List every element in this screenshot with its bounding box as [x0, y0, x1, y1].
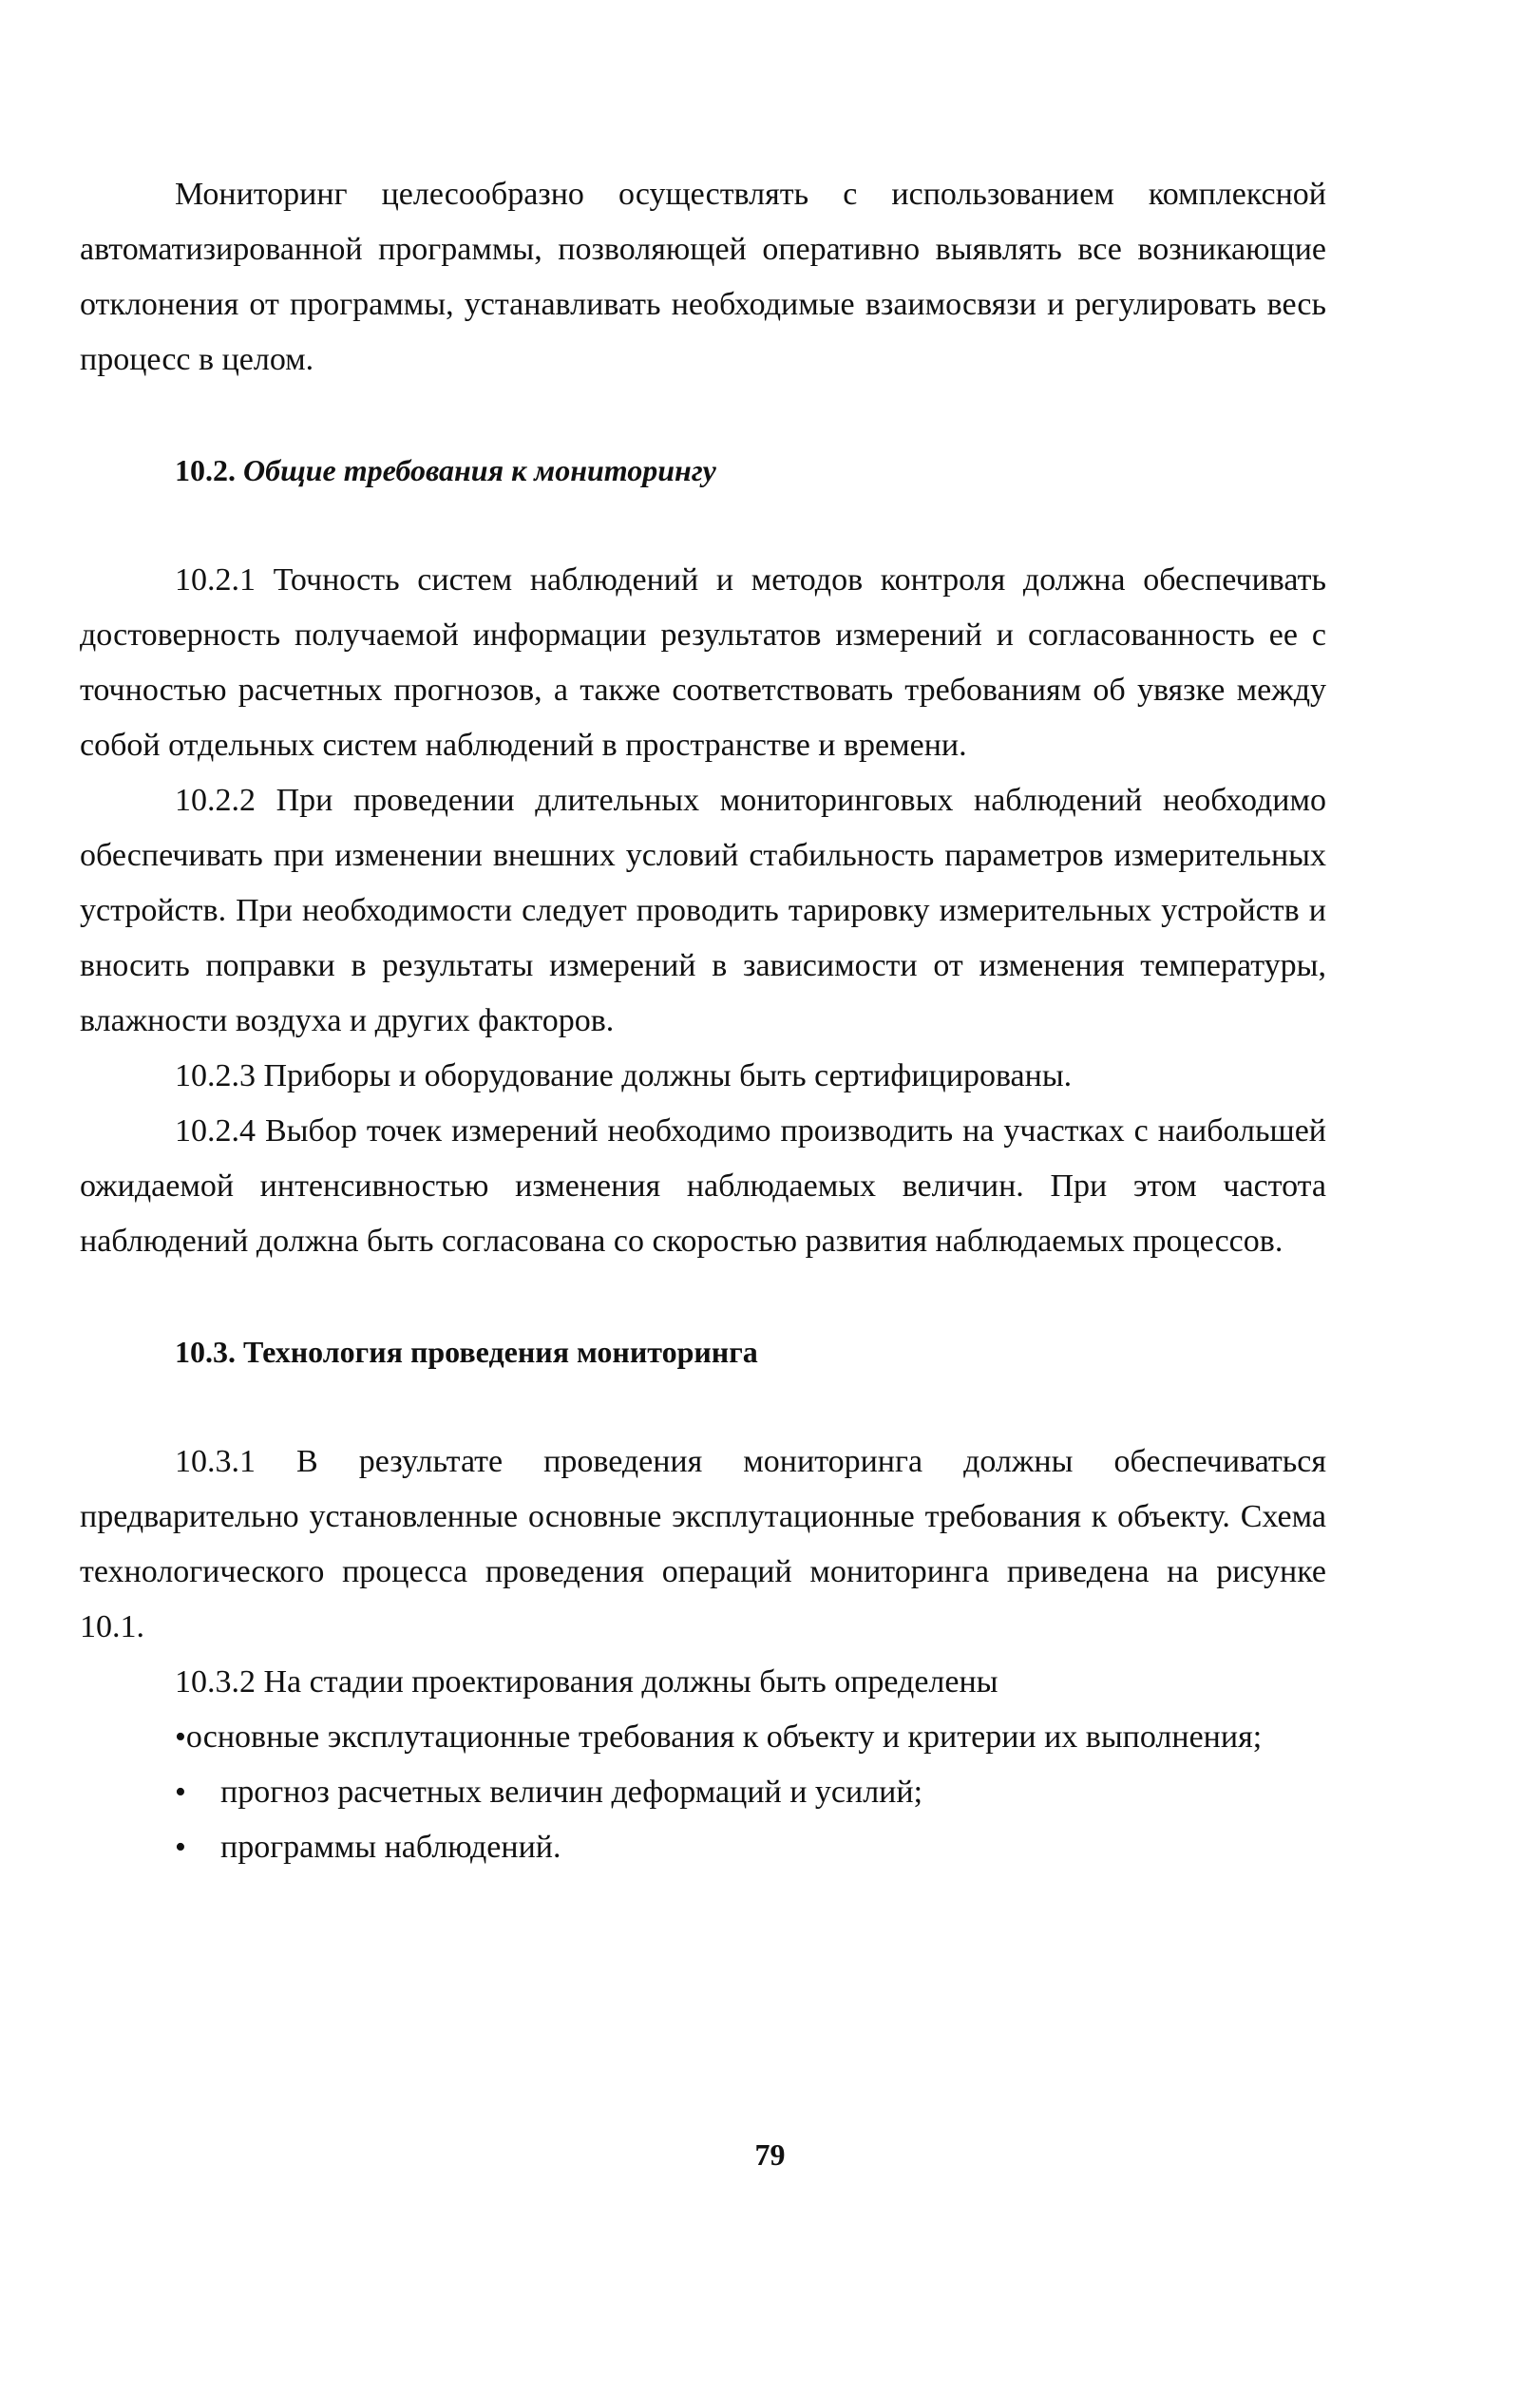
- paragraph-10-2-1: 10.2.1 Точность систем наблюдений и методов контроля должна обеспечивать достоверность получаемой информации результатов измерений и согласованность ее с точностью расчетных прогнозов, а также соответствовать требованиям об увязке между собой отдельных систем наблюдений в пространстве и времени.: [80, 562, 1326, 763]
- paragraph-10-3-2: 10.3.2 На стадии проектирования должны быть определены: [175, 1664, 998, 1700]
- section-title: Общие требования к мониторингу: [243, 453, 716, 487]
- intro-paragraph: Мониторинг целесообразно осуществлять с использованием комплексной автоматизированной программы, позволяющей оперативно выявлять все возникающие отклонения от программы, устанавливать необходимые взаимосвязи и регулировать весь процесс в целом.: [80, 177, 1326, 377]
- paragraph-10-2-2: 10.2.2 При проведении длительных мониторинговых наблюдений необходимо обеспечивать при изменении внешних условий стабильность параметров измерительных устройств. При необходимости следует проводить тарировку измерительных устройств и вносить поправки в результаты измерений в зависимости от изменения температуры, влажности воздуха и других факторов.: [80, 783, 1326, 1038]
- list-item: [80, 1765, 1326, 1820]
- list-item: [80, 1710, 1326, 1765]
- list-item-text: основные эксплутационные требования к объекту и критерии их выполнения;: [185, 1719, 1263, 1755]
- page-content: [80, 167, 1326, 1875]
- list-item-text: прогноз расчетных величин деформаций и усилий;: [220, 1775, 923, 1810]
- list-item: [80, 1820, 1326, 1875]
- list-item-text: программы наблюдений.: [220, 1830, 561, 1865]
- bullet-icon: •: [175, 1775, 186, 1810]
- paragraph-10-2-4: 10.2.4 Выбор точек измерений необходимо производить на участках с наибольшей ожидаемой интенсивностью изменения наблюдаемых величин. При этом частота наблюдений должна быть согласована со скоростью развития наблюдаемых процессов.: [80, 1113, 1326, 1259]
- section-heading-10-3: 10.3. Технология проведения мониторинга: [175, 1335, 758, 1369]
- bullet-icon: •: [175, 1830, 186, 1865]
- paragraph-10-3-1: 10.3.1 В результате проведения мониторинга должны обеспечиваться предварительно установленные основные эксплутационные требования к объекту. Схема технологического процесса проведения операций мониторинга приведена на рисунке 10.1.: [80, 1444, 1326, 1644]
- bullet-icon: •: [175, 1719, 186, 1755]
- section-number: 10.2.: [175, 453, 236, 487]
- page-number: 79: [754, 2137, 786, 2172]
- paragraph-10-2-3: 10.2.3 Приборы и оборудование должны быть сертифицированы.: [175, 1058, 1073, 1093]
- section-heading-10-2: [80, 443, 1326, 498]
